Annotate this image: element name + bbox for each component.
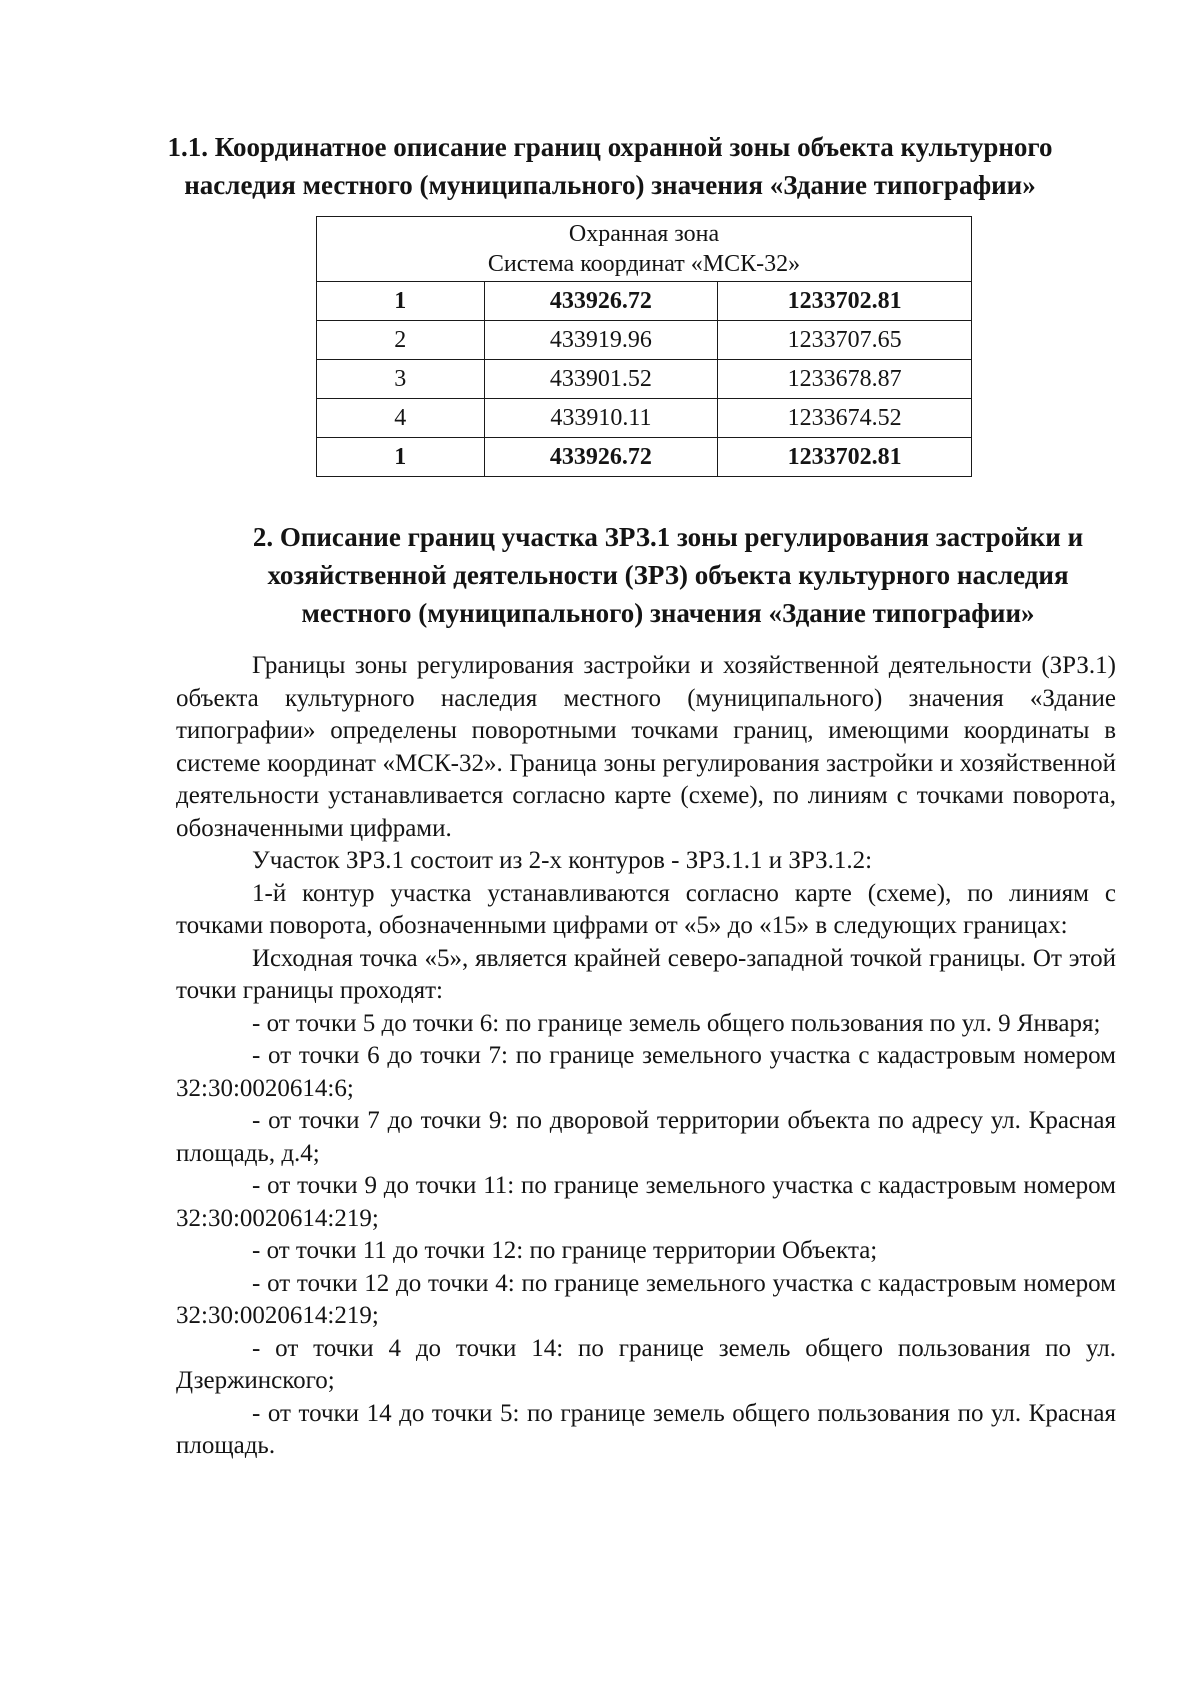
- table-row: [317, 282, 972, 321]
- boundary-item: - от точки 6 до точки 7: по границе земельного участка с кадастровым номером 32:30:0020614:6;: [176, 1042, 1116, 1102]
- section-1-heading-line: 1.1. Координатное описание границ охранной зоны объекта культурного: [167, 132, 1053, 162]
- point-number: 2: [317, 321, 485, 360]
- boundary-item: - от точки 7 до точки 9: по дворовой территории объекта по адресу ул. Красная площадь, д.4;: [176, 1107, 1116, 1167]
- boundary-item: - от точки 14 до точки 5: по границе земель общего пользования по ул. Красная площадь.: [176, 1399, 1116, 1459]
- table-row: [317, 321, 972, 360]
- boundary-item: - от точки 11 до точки 12: по границе территории Объекта;: [252, 1237, 878, 1264]
- table-header-system: Система координат «МСК-32»: [487, 251, 801, 277]
- section-1-heading: [150, 128, 1070, 204]
- table-row: [317, 360, 972, 399]
- point-number: 4: [317, 399, 485, 438]
- coord-x: 433901.52: [484, 360, 718, 399]
- boundary-item: - от точки 5 до точки 6: по границе земель общего пользования по ул. 9 Января;: [252, 1009, 1101, 1037]
- point-number: 3: [317, 360, 485, 399]
- coord-y: 1233702.81: [718, 282, 972, 321]
- boundary-item: - от точки 9 до точки 11: по границе земельного участка с кадастровым номером 32:30:0020614:219;: [176, 1172, 1116, 1232]
- coord-y: 1233707.65: [718, 321, 972, 360]
- section-2-heading-line: местного (муниципального) значения «Здание типографии»: [301, 598, 1035, 628]
- coord-y: 1233702.81: [718, 438, 972, 477]
- section-2-heading-line: хозяйственной деятельности (ЗРЗ) объекта культурного наследия: [267, 560, 1069, 590]
- table-row: [317, 399, 972, 438]
- coord-x: 433926.72: [484, 438, 718, 477]
- body-text: [176, 650, 1116, 1463]
- section-2-heading-line: 2. Описание границ участка ЗРЗ.1 зоны регулирования застройки и: [252, 522, 1084, 552]
- coord-x: 433926.72: [484, 282, 718, 321]
- paragraph: Исходная точка «5», является крайней северо-западной точкой границы. От этой точки границы проходят:: [176, 944, 1116, 1004]
- paragraph: Границы зоны регулирования застройки и хозяйственной деятельности (ЗРЗ.1) объекта культурного наследия местного (муниципального) значения «Здание типографии» определены поворотными точками границ, имеющими координаты в системе координат «МСК-32». Граница зоны регулирования застройки и хозяйственной деятельности устанавливается согласно карте (схеме), по линиям с точками поворота, обозначенными цифрами.: [176, 652, 1116, 842]
- boundary-item: - от точки 12 до точки 4: по границе земельного участка с кадастровым номером 32:30:0020614:219;: [176, 1269, 1116, 1329]
- coord-x: 433919.96: [484, 321, 718, 360]
- table-header: [317, 217, 972, 282]
- table-header-title: Охранная зона: [568, 221, 720, 247]
- coordinates-table: [316, 216, 972, 477]
- coord-x: 433910.11: [484, 399, 718, 438]
- boundary-item: - от точки 4 до точки 14: по границе земель общего пользования по ул. Дзержинского;: [176, 1334, 1116, 1394]
- coord-y: 1233674.52: [718, 399, 972, 438]
- section-1-heading-line: наследия местного (муниципального) значения «Здание типографии»: [184, 170, 1036, 200]
- paragraph: 1-й контур участка устанавливаются согласно карте (схеме), по линиям с точками поворота, обозначенными цифрами от «5» до «15» в следующих границах:: [176, 879, 1116, 939]
- table-row: [317, 438, 972, 477]
- section-2-heading: [218, 518, 1118, 632]
- point-number: 1: [317, 438, 485, 477]
- coord-y: 1233678.87: [718, 360, 972, 399]
- point-number: 1: [317, 282, 485, 321]
- paragraph: Участок ЗРЗ.1 состоит из 2-х контуров - ЗРЗ.1.1 и ЗРЗ.1.2:: [252, 847, 873, 874]
